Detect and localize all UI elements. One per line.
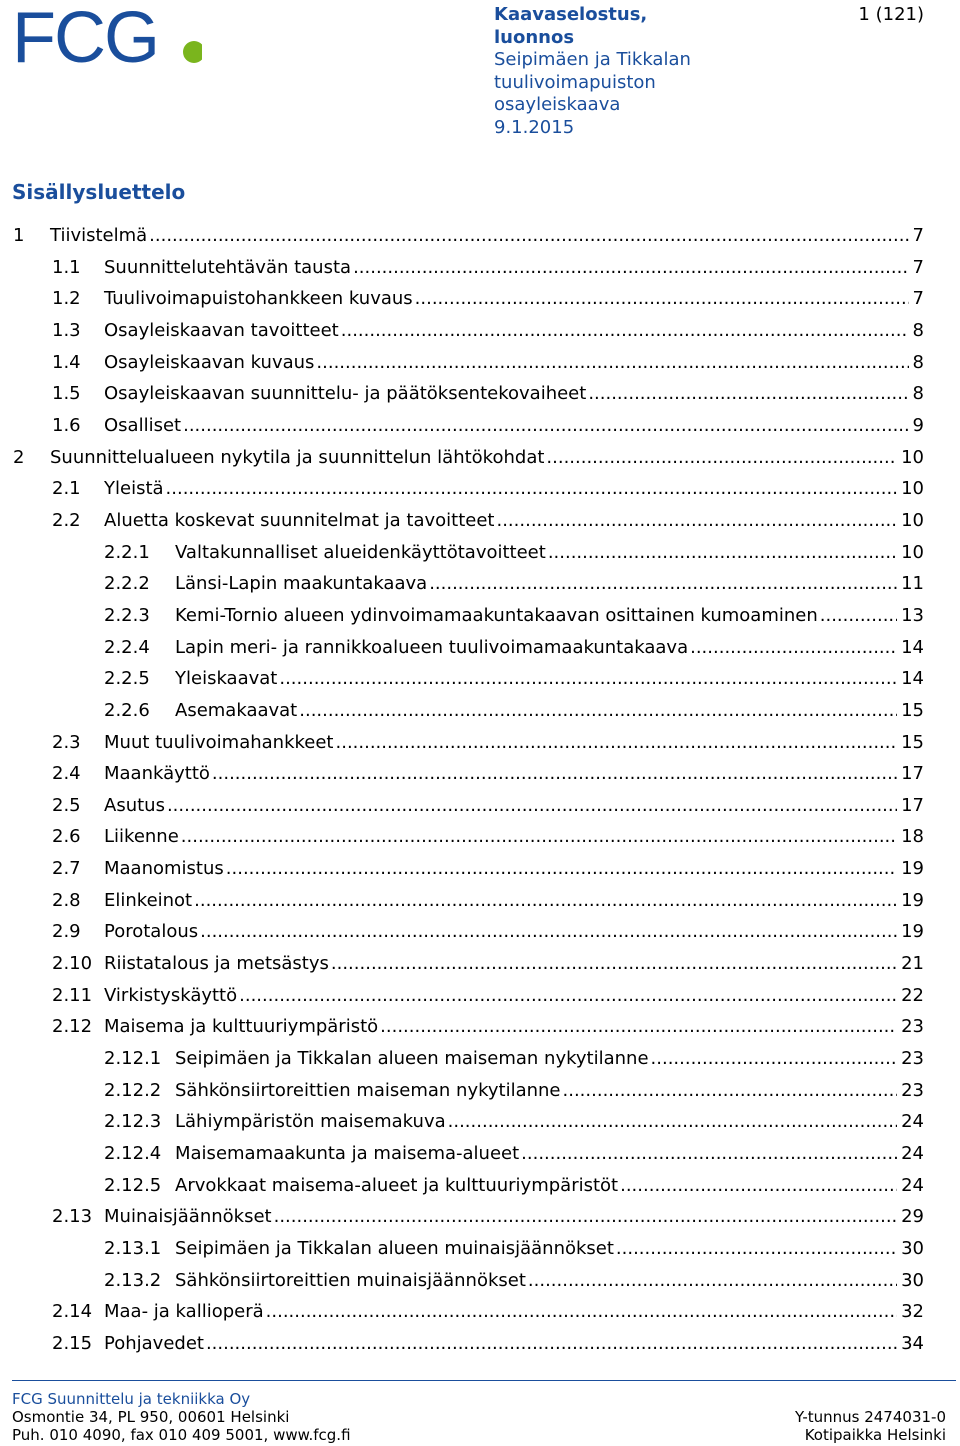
toc-entry-leader [175,634,924,662]
toc-entry-label: Tuulivoimapuistohankkeen kuvaus [104,285,415,313]
toc-entry-page: 8 [909,317,924,345]
footer-divider [12,1380,956,1381]
toc-entry-leader [104,412,924,440]
toc-entry-label: Osayleiskaavan kuvaus [104,349,316,377]
toc-dot-leader [279,665,897,693]
toc-entry-leader [104,1203,924,1231]
toc-entry-leader [104,285,924,313]
toc-entry-number: 2.13 [52,1206,93,1228]
toc-entry-label: Lapin meri- ja rannikkoalueen tuulivoimamaakuntakaava [175,634,690,662]
toc-entry-label: Seipimäen ja Tikkalan alueen maiseman nykytilanne [175,1045,651,1073]
toc-dot-leader [528,1267,897,1295]
toc-entry[interactable] [0,1172,960,1204]
toc-entry[interactable] [0,823,960,855]
toc-entry[interactable] [0,665,960,697]
toc-entry[interactable] [0,1077,960,1109]
toc-dot-leader [206,1330,897,1358]
footer-right [795,1408,946,1444]
toc-entry-leader [175,1108,924,1136]
toc-entry-leader [104,918,924,946]
toc-entry-label: Suunnittelualueen nykytila ja suunnittelun lähtökohdat [50,444,546,472]
toc-entry-page: 23 [897,1077,924,1105]
toc-entry-leader [50,444,924,472]
document-title [494,4,754,139]
toc-dot-leader [380,1013,897,1041]
toc-entry-label: Pohjavedet [104,1330,206,1358]
toc-entry-label: Maisema ja kulttuuriympäristö [104,1013,380,1041]
toc-entry-page: 19 [897,918,924,946]
toc-entry-label: Länsi-Lapin maakuntakaava [175,570,429,598]
toc-dot-leader [448,1108,897,1136]
toc-entry-leader [175,1267,924,1295]
toc-entry-number: 2.15 [52,1332,93,1354]
toc-entry-number: 1.6 [52,414,81,436]
toc-entry-label: Maisemamaakunta ja maisema-alueet [175,1140,521,1168]
toc-dot-leader [299,697,897,725]
toc-entry-label: Seipimäen ja Tikkalan alueen muinaisjäännökset [175,1235,616,1263]
toc-entry-label: Tiivistelmä [50,222,149,250]
toc-entry-number: 2.4 [52,763,81,785]
toc-entry-label: Elinkeinot [104,887,194,915]
toc-entry[interactable] [0,412,960,444]
toc-entry-label: Aluetta koskevat suunnitelmat ja tavoitteet [104,507,496,535]
toc-entry-number: 2 [13,446,25,468]
toc-dot-leader [166,475,898,503]
toc-entry-page: 10 [897,507,924,535]
toc-entry[interactable] [0,444,960,476]
toc-entry-leader [104,792,924,820]
toc-entry-leader [175,1045,924,1073]
footer-business-id: Y-tunnus 2474031-0 [794,1408,946,1426]
toc-dot-leader [616,1235,897,1263]
toc-entry-leader [104,507,924,535]
toc-entry[interactable] [0,507,960,539]
toc-entry-number: 2.2.4 [104,636,150,658]
toc-entry-leader [104,1298,924,1326]
footer-domicile: Kotipaikka Helsinki [804,1426,946,1444]
toc-entry-label: Liikenne [104,823,181,851]
toc-entry-page: 8 [909,349,924,377]
toc-dot-leader [331,950,897,978]
toc-dot-leader [194,887,897,915]
toc-entry-page: 30 [897,1235,924,1263]
toc-entry-leader [104,254,924,282]
toc-entry[interactable] [0,380,960,412]
toc-dot-leader [149,222,908,250]
toc-entry[interactable] [0,634,960,666]
toc-dot-leader [274,1203,898,1231]
toc-entry-number: 2.12.5 [104,1174,162,1196]
footer-address: Osmontie 34, PL 950, 00601 Helsinki [12,1408,290,1426]
toc-dot-leader [239,982,897,1010]
toc-entry[interactable] [0,697,960,729]
toc-dot-leader [620,1172,897,1200]
toc-dot-leader [496,507,897,535]
toc-entry-label: Osayleiskaavan tavoitteet [104,317,341,345]
toc-dot-leader [546,444,897,472]
toc-entry-page: 19 [897,855,924,883]
toc-entry[interactable] [0,1045,960,1077]
toc-entry-page: 9 [909,412,924,440]
toc-dot-leader [690,634,897,662]
toc-dot-leader [651,1045,898,1073]
toc-entry-leader [175,1140,924,1168]
toc-dot-leader [183,412,908,440]
toc-entry[interactable] [0,887,960,919]
toc-entry[interactable] [0,1108,960,1140]
toc-entry-label: Asutus [104,792,167,820]
document-date: 9.1.2015 [494,116,575,138]
footer-company: FCG Suunnittelu ja tekniikka Oy [12,1390,251,1408]
toc-entry-label: Muinaisjäännökset [104,1203,274,1231]
toc-entry-number: 2.12.1 [104,1048,162,1070]
toc-entry-leader [175,570,924,598]
toc-dot-leader [353,254,908,282]
toc-entry-page: 30 [897,1267,924,1295]
toc-dot-leader [820,602,897,630]
toc-entry-number: 2.2.2 [104,573,150,595]
toc-entry-page: 14 [897,665,924,693]
toc-entry[interactable] [0,317,960,349]
toc-entry-leader [104,855,924,883]
toc-entry[interactable] [0,1267,960,1299]
toc-entry-label: Suunnittelutehtävän tausta [104,254,353,282]
toc-entry-leader [175,1172,924,1200]
toc-dot-leader [588,380,908,408]
toc-dot-leader [415,285,909,313]
toc-entry-leader [175,1077,924,1105]
toc-dot-leader [266,1298,897,1326]
toc-entry-number: 2.11 [52,984,93,1006]
toc-entry-leader [104,823,924,851]
toc-entry-page: 13 [897,602,924,630]
toc-entry-number: 2.10 [52,953,93,975]
toc-entry-label: Virkistyskäyttö [104,982,239,1010]
toc-entry-number: 2.5 [52,794,81,816]
toc-entry-page: 23 [897,1013,924,1041]
toc-entry-leader [175,697,924,725]
toc-entry[interactable] [0,1330,960,1362]
toc-entry-label: Sähkönsiirtoreittien maiseman nykytilanne [175,1077,563,1105]
toc-entry[interactable] [0,570,960,602]
title-line: Kaavaselostus, [494,4,648,25]
toc-entry-label: Muut tuulivoimahankkeet [104,729,336,757]
footer-contact: Puh. 010 4090, fax 010 409 5001, www.fcg.fi [12,1426,351,1444]
toc-entry[interactable] [0,539,960,571]
toc-entry-leader [175,539,924,567]
title-line: osayleiskaava [494,94,621,115]
toc-entry-page: 24 [897,1108,924,1136]
toc-entry-label: Valtakunnalliset alueidenkäyttötavoitteet [175,539,548,567]
toc-entry-label: Kemi-Tornio alueen ydinvoimamaakuntakaavan osittainen kumoaminen [175,602,820,630]
toc-dot-leader [316,349,908,377]
toc-entry[interactable] [0,1235,960,1267]
toc-entry-page: 10 [897,475,924,503]
toc-entry-number: 2.2 [52,509,81,531]
toc-dot-leader [226,855,897,883]
fcg-logo [12,6,202,68]
logo-dot-icon [183,41,202,63]
toc-entry-page: 19 [897,887,924,915]
toc-entry-leader [175,602,924,630]
toc-entry-number: 2.14 [52,1301,93,1323]
toc-entry-number: 2.7 [52,858,81,880]
toc-entry[interactable] [0,254,960,286]
toc-entry-page: 29 [897,1203,924,1231]
toc-entry-number: 2.9 [52,921,81,943]
toc-entry-number: 2.12.2 [104,1079,162,1101]
toc-entry[interactable] [0,349,960,381]
toc-entry-label: Lähiympäristön maisemakuva [175,1108,448,1136]
toc-entry-number: 2.3 [52,731,81,753]
toc-entry-label: Porotalous [104,918,200,946]
toc-entry-page: 34 [897,1330,924,1358]
toc-entry-leader [104,887,924,915]
toc-entry[interactable] [0,950,960,982]
toc-entry-page: 23 [897,1045,924,1073]
title-line: tuulivoimapuiston [494,71,656,93]
toc-entry-number: 1 [13,225,25,246]
toc-entry-leader [104,475,924,503]
toc-entry-leader [104,1330,924,1358]
toc-entry-page: 10 [897,539,924,567]
toc-entry-leader [50,222,924,250]
toc-entry-page: 7 [909,285,924,313]
toc-entry-label: Riistatalous ja metsästys [104,950,331,978]
toc-dot-leader [167,792,897,820]
toc-entry[interactable] [0,792,960,824]
toc-entry-leader [175,1235,924,1263]
toc-entry-leader [104,729,924,757]
toc-dot-leader [336,729,898,757]
toc-entry[interactable] [0,222,960,254]
page-number: 1 (121) [858,4,924,25]
toc-entry-number: 2.2.3 [104,604,150,626]
toc-entry-page: 10 [897,444,924,472]
toc-entry-label: Arvokkaat maisema-alueet ja kulttuuriympäristöt [175,1172,620,1200]
toc-entry[interactable] [0,855,960,887]
toc-entry-number: 1.3 [52,319,81,341]
toc-entry[interactable] [0,918,960,950]
toc-entry-page: 7 [909,254,924,282]
toc-entry-label: Osayleiskaavan suunnittelu- ja päätöksentekovaiheet [104,380,588,408]
toc-dot-leader [181,823,897,851]
toc-entry-label: Yleiskaavat [175,665,279,693]
toc-dot-leader [341,317,909,345]
toc-entry-page: 18 [897,823,924,851]
toc-entry-label: Asemakaavat [175,697,299,725]
toc-entry-number: 2.12.4 [104,1143,162,1165]
toc-entry-leader [104,950,924,978]
toc-heading: Sisällysluettelo [12,180,186,204]
toc-entry-page: 22 [897,982,924,1010]
toc-entry-page: 17 [897,792,924,820]
toc-entry-leader [104,760,924,788]
toc-entry-page: 8 [909,380,924,408]
toc-entry-number: 2.2.5 [104,668,150,690]
toc-entry[interactable] [0,285,960,317]
toc-entry-number: 1.2 [52,288,81,310]
toc-entry-number: 1.1 [52,256,81,278]
toc-entry-page: 11 [897,570,924,598]
toc-entry-page: 15 [897,729,924,757]
toc-entry-number: 2.13.2 [104,1269,162,1291]
toc-entry-leader [104,982,924,1010]
toc-entry-number: 2.2.1 [104,541,150,563]
toc-entry-leader [104,349,924,377]
toc-entry-number: 1.4 [52,351,81,373]
toc-entry-leader [104,380,924,408]
toc-entry[interactable] [0,475,960,507]
toc-entry-number: 2.2.6 [104,699,150,721]
toc-dot-leader [212,760,897,788]
toc-dot-leader [200,918,897,946]
footer-left [12,1390,351,1444]
toc-entry[interactable] [0,1298,960,1330]
toc-entry-label: Maankäyttö [104,760,212,788]
toc-entry-page: 32 [897,1298,924,1326]
toc-entry-leader [104,1013,924,1041]
toc-entry-number: 2.13.1 [104,1238,162,1259]
toc-dot-leader [429,570,897,598]
toc-entry-page: 21 [897,950,924,978]
toc-entry[interactable] [0,760,960,792]
toc-entry[interactable] [0,729,960,761]
toc-dot-leader [548,539,897,567]
toc-entry-page: 15 [897,697,924,725]
logo-text: FCG [12,6,158,68]
toc-entry-label: Yleistä [104,475,166,503]
toc-entry-label: Osalliset [104,412,183,440]
toc-entry-page: 17 [897,760,924,788]
toc-entry-leader [104,317,924,345]
toc-entry-number: 2.6 [52,826,81,848]
toc-entry-number: 2.8 [52,889,81,911]
title-line: Seipimäen ja Tikkalan [494,49,691,70]
toc-entry[interactable] [0,602,960,634]
toc-entry[interactable] [0,982,960,1014]
table-of-contents [0,222,960,1362]
toc-entry[interactable] [0,1203,960,1235]
toc-entry-label: Maa- ja kallioperä [104,1298,266,1326]
toc-entry-page: 24 [897,1140,924,1168]
title-line: luonnos [494,26,575,48]
toc-entry-number: 2.12 [52,1016,93,1038]
toc-entry-page: 14 [897,634,924,662]
toc-entry[interactable] [0,1140,960,1172]
toc-entry-label: Sähkönsiirtoreittien muinaisjäännökset [175,1267,528,1295]
toc-entry-number: 2.1 [52,478,81,500]
toc-entry-page: 7 [909,222,924,250]
toc-dot-leader [563,1077,898,1105]
toc-entry[interactable] [0,1013,960,1045]
toc-dot-leader [521,1140,897,1168]
toc-entry-number: 2.12.3 [104,1111,162,1133]
toc-entry-page: 24 [897,1172,924,1200]
toc-entry-label: Maanomistus [104,855,226,883]
toc-entry-leader [175,665,924,693]
toc-entry-number: 1.5 [52,383,81,405]
